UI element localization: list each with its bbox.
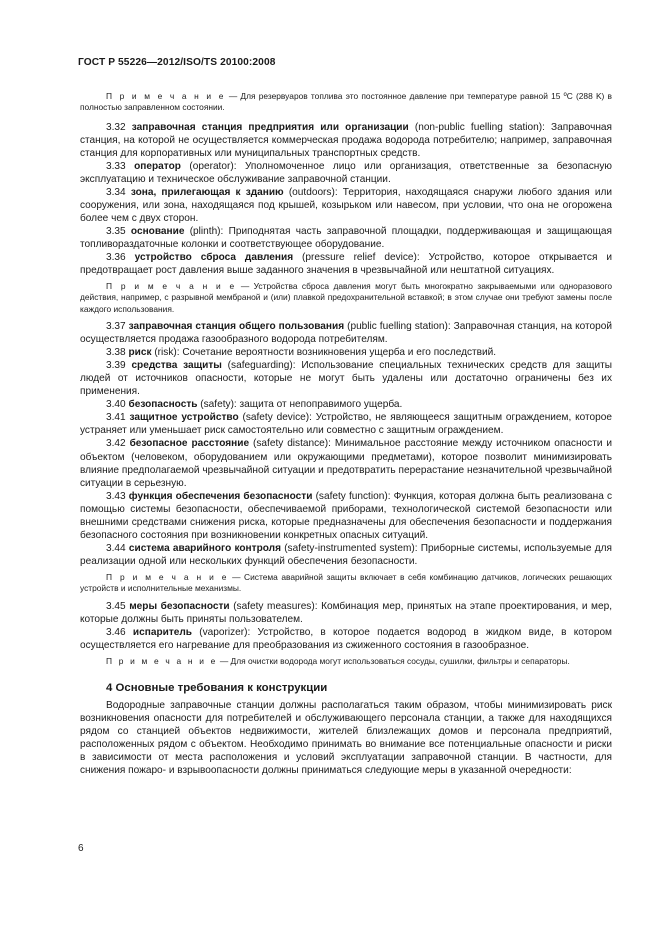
document-header: ГОСТ Р 55226—2012/ISO/TS 20100:2008 bbox=[78, 57, 276, 68]
definition-3-38: 3.38 риск (risk): Сочетание вероятности возникновения ущерба и его последствий. bbox=[106, 347, 497, 359]
term: заправочная станция предприятия или организации bbox=[131, 121, 409, 133]
term: функция обеспечения безопасности bbox=[128, 490, 313, 502]
term: средства защиты bbox=[131, 360, 222, 372]
definition-3-34: 3.34 зона, прилегающая к зданию (outdoors): Территория, находящаяся снаружи любого здания или сооружения, или зона, находящаяся под крышей, козырьком или навесом, при условии, что она не огорожена более чем с двух сторон. bbox=[80, 186, 612, 224]
definition-3-37: 3.37 заправочная станция общего пользования (public fuelling station): Заправочная станция, на которой осуществляется продажа газообразного водорода потребителям. bbox=[80, 321, 612, 346]
definition-3-32: 3.32 заправочная станция предприятия или организации (non-public fuelling station): Заправочная станция, на которой не осуществляется коммерческая продажа водорода потребителю; например, заправочная станция для корпоративных или муниципальных транспортных средств. bbox=[80, 121, 612, 159]
definition-3-43: 3.43 функция обеспечения безопасности (safety function): Функция, которая должна быть реализована с помощью системы безопасности, обеспечиваемой приборами, технологической системой безопасности или внешними средствами снижения риска, которые предназначены для обеспечения безопасности и поддержания безопасного состояния при возникновении конкретных опасных ситуаций. bbox=[80, 490, 613, 541]
term: зона, прилегающая к зданию bbox=[130, 186, 284, 198]
note-3-46: П р и м е ч а н и е — Для очистки водорода могут использоваться сосуды, сушилки, фильтры и сепараторы. bbox=[106, 655, 570, 666]
term: безопасное расстояние bbox=[129, 438, 250, 450]
term: испаритель bbox=[132, 626, 192, 638]
note-top bbox=[80, 91, 612, 114]
definition-3-36: 3.36 устройство сброса давления (pressure relief device): Устройство, которое открывается и предотвращает рост давления выше заданного значения в чрезвычайной или нештатной ситуациях. bbox=[80, 252, 612, 277]
term: меры безопасности bbox=[129, 600, 230, 612]
term: безопасность bbox=[128, 399, 198, 411]
term: защитное устройство bbox=[129, 412, 239, 424]
definition-3-46: 3.46 испаритель (vaporizer): Устройство, в которое подается водород в жидком виде, в котором осуществляется его нагревание для преобразования из сжиженного состояния в газообразное. bbox=[80, 626, 612, 651]
page-number: 6 bbox=[78, 843, 84, 854]
term: основание bbox=[130, 225, 185, 237]
term: система аварийного контроля bbox=[128, 542, 281, 554]
definition-3-33: 3.33 оператор (operator): Уполномоченное лицо или организация, ответственные за безопасную эксплуатацию и техническое обслуживание заправочной станции. bbox=[80, 160, 612, 185]
definition-3-45: 3.45 меры безопасности (safety measures): Комбинация мер, принятых на этапе проектирования, и мер, которые должны быть приняты пользователем. bbox=[80, 600, 612, 625]
definition-3-42: 3.42 безопасное расстояние (safety distance): Минимальное расстояние между источником опасности и объектом (человеком, оборудованием или окружающими предметами), которое позволит минимизировать влияние предполагаемой чрезвычайной ситуации и предотвратить перерастание незначительной чрезвычайной ситуации в серьезную. bbox=[80, 438, 612, 489]
note-label: П р и м е ч а н и е bbox=[106, 91, 226, 101]
document-body bbox=[80, 91, 612, 777]
definition-3-39: 3.39 средства защиты (safeguarding): Использование специальных технических средств для защиты людей от источников опасности, которые не могут быть удалены или достаточно ограничены без их применения. bbox=[80, 360, 612, 398]
note-text: — Для резервуаров топлива это постоянное давление при температуре равной 15 ºC (288 K) в полностью заправленном состоянии. bbox=[80, 91, 613, 113]
definition-3-44: 3.44 система аварийного контроля (safety-instrumented system): Приборные системы, используемые для реализации одной или нескольких функций обеспечения безопасности. bbox=[80, 542, 612, 567]
term: риск bbox=[128, 347, 152, 359]
term: оператор bbox=[134, 160, 181, 172]
note-3-36: П р и м е ч а н и е — Устройства сброса давления могут быть многократно закрываемыми или одноразового действия, например, с разрывной мембраной и (или) плавкой предохранительной вставкой; в этом случае они требуют замены после каждого использования. bbox=[80, 281, 613, 314]
note-3-44: П р и м е ч а н и е — Система аварийной защиты включает в себя комбинацию датчиков, логических решающих устройств и исполнительные механизмы. bbox=[80, 571, 612, 594]
definition-3-40: 3.40 безопасность (safety): защита от непоправимого ущерба. bbox=[106, 399, 403, 411]
section-paragraph: Водородные заправочные станции должны располагаться таким образом, чтобы минимизировать риск возникновения опасности для потребителей и обслуживающего персонала станции, а также для находящихся рядом со станцией объектов недвижимости, жителей близлежащих домов и персонала предприятий, расположенных рядом с объектом. Необходимо принимать во внимание все потенциальные опасности и риски в зависимости от места расположения и условий эксплуатации заправочной станции. В частности, для снижения пожаро- и взрывоопасности должны приниматься следующие меры в указанной очередности: bbox=[80, 700, 612, 777]
definition-3-35: 3.35 основание (plinth): Приподнятая часть заправочной площадки, поддерживающая и защищающая топливораздаточные колонки и соответствующее оборудование. bbox=[80, 225, 612, 251]
section-title: 4 Основные требования к конструкции bbox=[106, 682, 328, 695]
definition-3-41: 3.41 защитное устройство (safety device): Устройство, не являющееся защитным ограждением, которое устраняет или уменьшает риск самостоятельно или совместно с защитным ограждением. bbox=[80, 412, 612, 437]
term: заправочная станция общего пользования bbox=[128, 321, 345, 333]
term: устройство сброса давления bbox=[134, 252, 294, 264]
